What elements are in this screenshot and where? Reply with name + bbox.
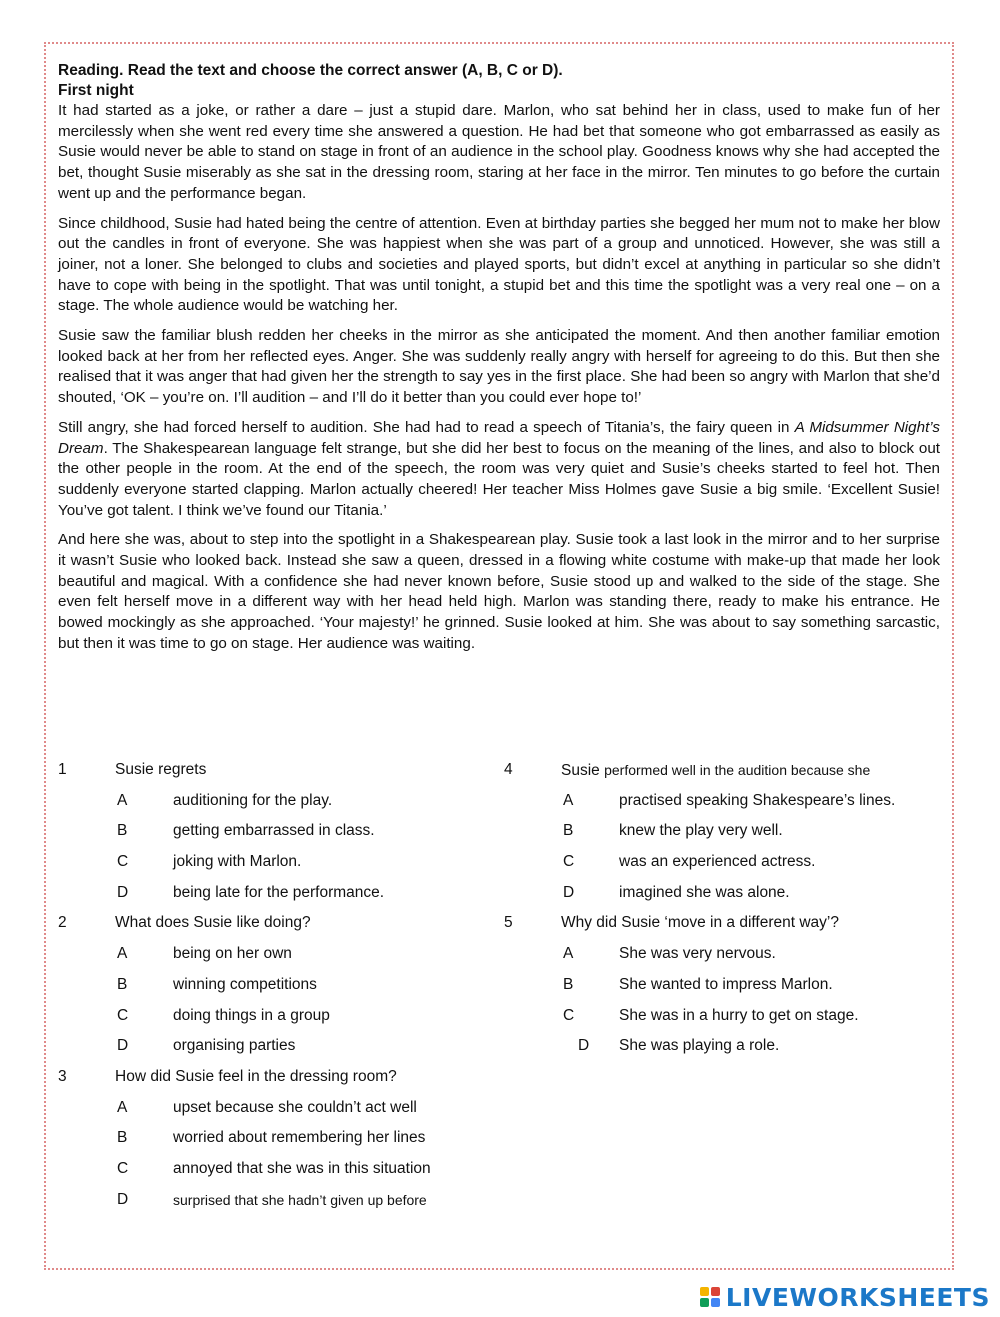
- answer-option[interactable]: [504, 852, 940, 883]
- question-text: Why did Susie ‘move in a different way’?: [561, 914, 839, 932]
- answer-option[interactable]: [58, 944, 478, 975]
- question-number: 1: [58, 761, 67, 778]
- answer-option[interactable]: [58, 975, 478, 1006]
- option-letter: D: [117, 1190, 129, 1208]
- option-text: organising parties: [173, 1037, 296, 1055]
- answer-option[interactable]: [58, 1098, 478, 1129]
- answer-option[interactable]: [58, 821, 478, 852]
- answer-option[interactable]: [58, 791, 478, 822]
- logo-block: [711, 1287, 720, 1296]
- question-number: 5: [504, 914, 513, 932]
- option-text: worried about remembering her lines: [173, 1129, 426, 1147]
- story-title: First night: [58, 82, 134, 99]
- answer-option[interactable]: [504, 821, 940, 852]
- logo-blocks-icon: [700, 1287, 720, 1307]
- option-text: being on her own: [173, 945, 292, 963]
- instruction-heading: Reading. Read the text and choose the correct answer (A, B, C or D).: [58, 62, 563, 79]
- option-letter: A: [117, 791, 128, 809]
- question-text-part: performed well in the audition because she: [604, 762, 871, 778]
- answer-option[interactable]: [58, 1128, 478, 1159]
- logo-block: [700, 1298, 709, 1307]
- story-paragraph-2: Since childhood, Susie had hated being the centre of attention. Even at birthday parties she begged her mum not to make her blow out the candles in front of everyone. She was happiest when she was part of a group and unnoticed. However, she was still a joiner, not a loner. She belonged to clubs and societies and played sports, but didn’t excel at anything in particular so she didn’t have to cope with being in the spotlight. That was until tonight, a stupid bet and this time the spotlight was a very real one – on a stage. The whole audience would be watching her.: [58, 214, 940, 315]
- question-text: How did Susie feel in the dressing room?: [115, 1067, 397, 1085]
- option-letter: C: [563, 853, 575, 871]
- answer-option[interactable]: [58, 1006, 478, 1037]
- option-text: imagined she was alone.: [619, 883, 790, 901]
- answer-option[interactable]: [58, 852, 478, 883]
- option-letter: C: [117, 1006, 129, 1024]
- option-letter: D: [578, 1037, 590, 1055]
- option-text: being late for the performance.: [173, 883, 385, 901]
- question-text: [561, 760, 870, 781]
- option-text: She wanted to impress Marlon.: [619, 975, 833, 993]
- reading-section: [58, 60, 940, 664]
- answer-option[interactable]: [58, 1159, 478, 1190]
- option-text: surprised that she hadn’t given up before: [173, 1191, 427, 1208]
- answer-option[interactable]: [58, 883, 478, 914]
- questions-right-column: [504, 760, 940, 1067]
- question-1: [58, 760, 478, 791]
- answer-option[interactable]: [504, 1036, 940, 1067]
- option-text: winning competitions: [173, 975, 317, 993]
- option-text: upset because she couldn’t act well: [173, 1098, 417, 1116]
- option-letter: C: [563, 1006, 575, 1024]
- questions-left-column: [58, 760, 478, 1220]
- option-letter: A: [563, 791, 574, 809]
- answer-option[interactable]: [58, 1190, 478, 1221]
- option-letter: A: [117, 1098, 128, 1116]
- option-text: She was playing a role.: [619, 1037, 780, 1055]
- option-letter: B: [117, 975, 128, 993]
- option-text: practised speaking Shakespeare’s lines.: [619, 791, 896, 809]
- question-3: [58, 1067, 478, 1098]
- answer-option[interactable]: [504, 975, 940, 1006]
- option-letter: D: [563, 883, 575, 901]
- question-text-part: Susie: [561, 762, 605, 779]
- option-letter: D: [117, 883, 129, 901]
- question-2: [58, 913, 478, 944]
- option-text: doing things in a group: [173, 1006, 330, 1024]
- question-number: 2: [58, 914, 67, 932]
- answer-option[interactable]: [504, 791, 940, 822]
- story-paragraph-4: [58, 418, 940, 522]
- logo-block: [700, 1287, 709, 1296]
- option-letter: B: [117, 1129, 128, 1147]
- option-text: joking with Marlon.: [173, 853, 302, 871]
- option-letter: B: [563, 822, 574, 840]
- logo-block: [711, 1298, 720, 1307]
- option-text: knew the play very well.: [619, 822, 783, 840]
- story-paragraph-5: And here she was, about to step into the spotlight in a Shakespearean play. Susie took a last look in the mirror and to her surprise it wasn’t Susie who looked back. Instead she saw a queen, dressed in a flowing white costume with make-up that made her look beautiful and magical. With a confidence she had never known before, Susie stood up and walked to the side of the stage. She even felt herself move in a different way with her head held high. Marlon was standing there, ready to make his entrance. He bowed mockingly as she approached. ‘Your majesty!’ he grinned. Susie looked at him. She was about to say something sarcastic, but then it was time to go on stage. Her audience was waiting.: [58, 531, 940, 652]
- play-title: A Midsummer Night’s Dream: [58, 418, 940, 457]
- option-text: auditioning for the play.: [173, 791, 333, 809]
- option-text: She was in a hurry to get on stage.: [619, 1006, 859, 1024]
- liveworksheets-logo[interactable]: [700, 1282, 990, 1312]
- option-text: She was very nervous.: [619, 945, 776, 963]
- question-text: Susie regrets: [115, 761, 207, 778]
- option-letter: D: [117, 1037, 129, 1055]
- option-letter: B: [563, 975, 574, 993]
- option-letter: B: [117, 822, 128, 840]
- option-letter: A: [563, 945, 574, 963]
- question-number: 3: [58, 1067, 67, 1085]
- story-paragraph-3: Susie saw the familiar blush redden her cheeks in the mirror as she anticipated the moment. And then another familiar emotion looked back at her from her reflected eyes. Anger. She was suddenly really angry with herself for agreeing to do this. But then she realised that it was anger that had given her the strength to say yes in the first place. She had been so angry with Marlon that she’d shouted, ‘OK – you’re on. I’ll audition – and I’ll do it better than you could ever hope to!’: [58, 327, 940, 407]
- answer-option[interactable]: [504, 944, 940, 975]
- option-text: annoyed that she was in this situation: [173, 1159, 431, 1177]
- paragraph-4-text: Still angry, she had forced herself to audition. She had had to read a speech of Titania’s, the fairy queen in: [58, 418, 795, 436]
- answer-option[interactable]: [504, 1006, 940, 1037]
- option-letter: C: [117, 1159, 129, 1177]
- question-5: [504, 913, 940, 944]
- question-number: 4: [504, 761, 513, 778]
- story-paragraph-1: It had started as a joke, or rather a dare – just a stupid dare. Marlon, who sat behind her in class, used to make fun of her mercilessly when she went red every time she answered a question. He had bet that someone who got embarrassed as easily as Susie would never be able to stand on stage in front of an audience in the school play. Goodness knows why she had accepted the bet, thought Susie miserably as she sat in the dressing room, staring at her face in the mirror. Ten minutes to go before the curtain went up and the performance began.: [58, 102, 940, 202]
- answer-option[interactable]: [58, 1036, 478, 1067]
- logo-text: LIVEWORKSHEETS: [725, 1282, 990, 1312]
- question-4: [504, 760, 940, 791]
- paragraph-4-text-end: . The Shakespearean language felt strange, but she did her best to focus on the meaning of the lines, and also to block out the other people in the room. At the end of the speech, the room was very quiet and Susie’s cheeks started to feel hot. Then suddenly everyone started clapping. Marlon actually cheered! Her teacher Miss Holmes gave Susie a big smile. ‘Excellent Susie! You’ve got talent. I think we’ve found our Titania.’: [58, 439, 940, 519]
- option-letter: C: [117, 853, 129, 871]
- option-text: getting embarrassed in class.: [173, 822, 375, 840]
- option-letter: A: [117, 945, 128, 963]
- question-text: What does Susie like doing?: [115, 914, 311, 932]
- answer-option[interactable]: [504, 883, 940, 914]
- option-text: was an experienced actress.: [619, 853, 816, 871]
